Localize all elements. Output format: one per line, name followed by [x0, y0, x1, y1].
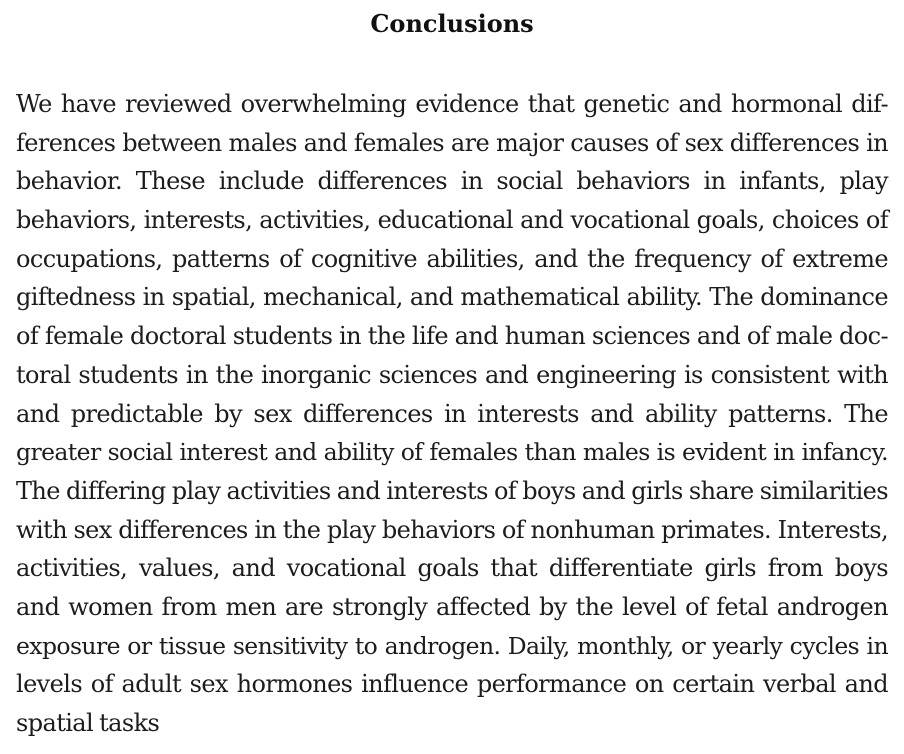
conclusions-paragraph: [16, 85, 888, 743]
paragraph-line: behaviors, interests, activities, educational and vocational goals, choices of: [16, 206, 888, 235]
paragraph-line: spatial tasks: [16, 709, 160, 737]
paragraph-line: behavior. These include differences in social behaviors in infants, play: [16, 167, 888, 196]
paragraph-line: with sex differences in the play behaviors of nonhuman primates. Interests,: [16, 515, 888, 544]
paragraph-line: and predictable by sex differences in interests and ability patterns. The: [16, 399, 888, 428]
paragraph-line: occupations, patterns of cognitive abilities, and the frequency of extreme: [16, 244, 888, 273]
paragraph-line: toral students in the inorganic sciences and engineering is consistent with: [16, 360, 888, 389]
paragraph-line: giftedness in spatial, mechanical, and mathematical ability. The dominance: [16, 283, 888, 312]
paragraph-line: activities, values, and vocational goals that differentiate girls from boys: [16, 554, 888, 583]
paragraph-line: and women from men are strongly affected by the level of fetal androgen: [16, 592, 888, 621]
paragraph-line: ferences between males and females are major causes of sex differences in: [16, 128, 888, 157]
paragraph-line: The differing play activities and interests of boys and girls share similarities: [16, 476, 888, 505]
paragraph-line: exposure or tissue sensitivity to androgen. Daily, monthly, or yearly cycles in: [16, 631, 888, 660]
paragraph-line: levels of adult sex hormones influence performance on certain verbal and: [16, 670, 888, 699]
section-heading: Conclusions: [370, 9, 534, 38]
paragraph-line: We have reviewed overwhelming evidence that genetic and hormonal dif-: [16, 90, 888, 118]
paragraph-line: greater social interest and ability of females than males is evident in infancy.: [16, 438, 888, 467]
paragraph-line: of female doctoral students in the life and human sciences and of male doc-: [16, 322, 888, 351]
